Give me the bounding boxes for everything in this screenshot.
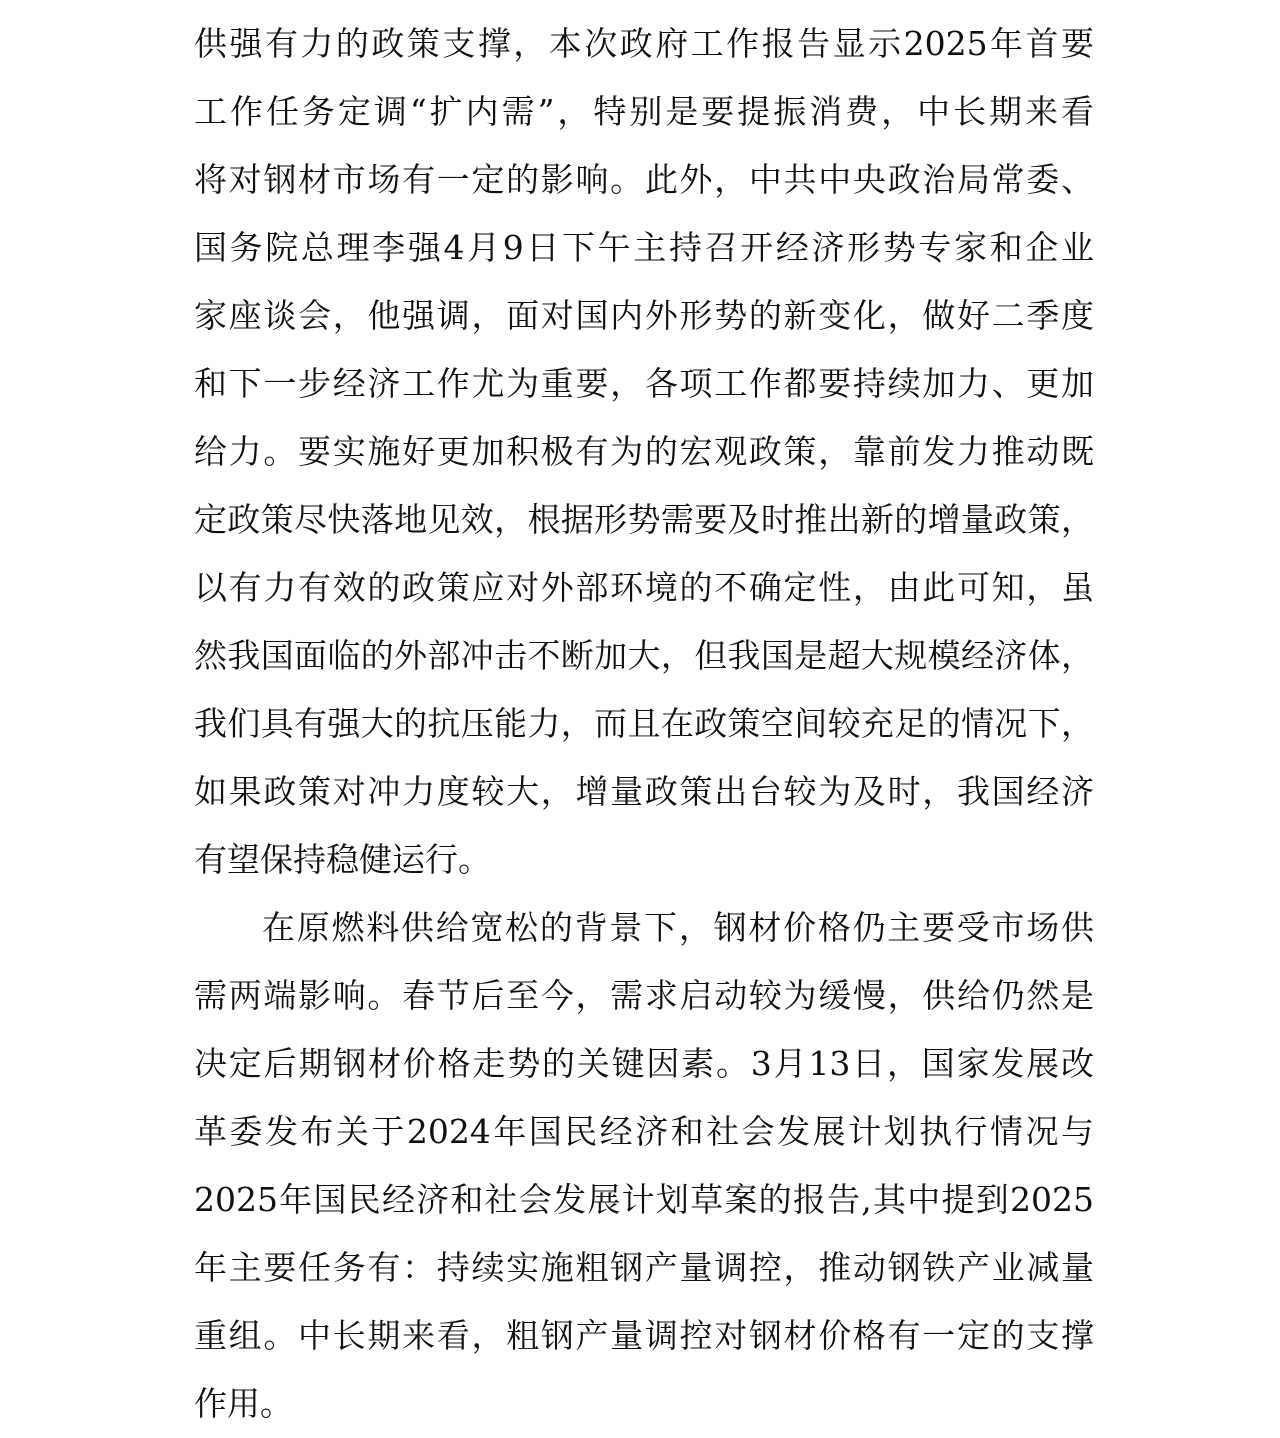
paragraph-line: 定政策尽快落地见效，根据形势需要及时推出新的增量政策，: [194, 500, 1094, 539]
paragraph-line: 给力。要实施好更加积极有为的宏观政策，靠前发力推动既: [194, 432, 1094, 471]
paragraph-line: 决定后期钢材价格走势的关键因素。3月13日，国家发展改: [194, 1044, 1094, 1083]
paragraph-line: 革委发布关于2024年国民经济和社会发展计划执行情况与: [194, 1112, 1094, 1151]
paragraph-line: 在原燃料供给宽松的背景下，钢材价格仍主要受市场供: [262, 908, 1094, 947]
paragraph-line: 国务院总理李强4月9日下午主持召开经济形势专家和企业: [194, 228, 1094, 267]
paragraph-line: 我们具有强大的抗压能力，而且在政策空间较充足的情况下，: [194, 704, 1094, 743]
paragraph-line: 有望保持稳健运行。: [194, 840, 491, 879]
document-body: [194, 10, 1094, 1438]
paragraph-line: 然我国面临的外部冲击不断加大，但我国是超大规模经济体，: [194, 636, 1094, 675]
paragraph-line: 工作任务定调“扩内需”，特别是要提振消费，中长期来看: [194, 92, 1094, 131]
paragraph-line: 家座谈会，他强调，面对国内外形势的新变化，做好二季度: [194, 296, 1094, 335]
paragraph-line: 供强有力的政策支撑，本次政府工作报告显示2025年首要: [194, 24, 1094, 63]
paragraph-line: 作用。: [194, 1384, 293, 1423]
paragraph-line: 2025年国民经济和社会发展计划草案的报告,其中提到2025: [194, 1180, 1094, 1219]
paragraph-line: 以有力有效的政策应对外部环境的不确定性，由此可知，虽: [194, 568, 1094, 607]
paragraph-2: [194, 894, 1094, 1438]
paragraph-line: 将对钢材市场有一定的影响。此外，中共中央政治局常委、: [194, 160, 1094, 199]
paragraph-line: 年主要任务有：持续实施粗钢产量调控，推动钢铁产业减量: [194, 1248, 1094, 1287]
paragraph-1: [194, 10, 1094, 894]
paragraph-line: 和下一步经济工作尤为重要，各项工作都要持续加力、更加: [194, 364, 1094, 403]
paragraph-line: 如果政策对冲力度较大，增量政策出台较为及时，我国经济: [194, 772, 1094, 811]
paragraph-line: 需两端影响。春节后至今，需求启动较为缓慢，供给仍然是: [194, 976, 1094, 1015]
paragraph-line: 重组。中长期来看，粗钢产量调控对钢材价格有一定的支撑: [194, 1316, 1094, 1355]
